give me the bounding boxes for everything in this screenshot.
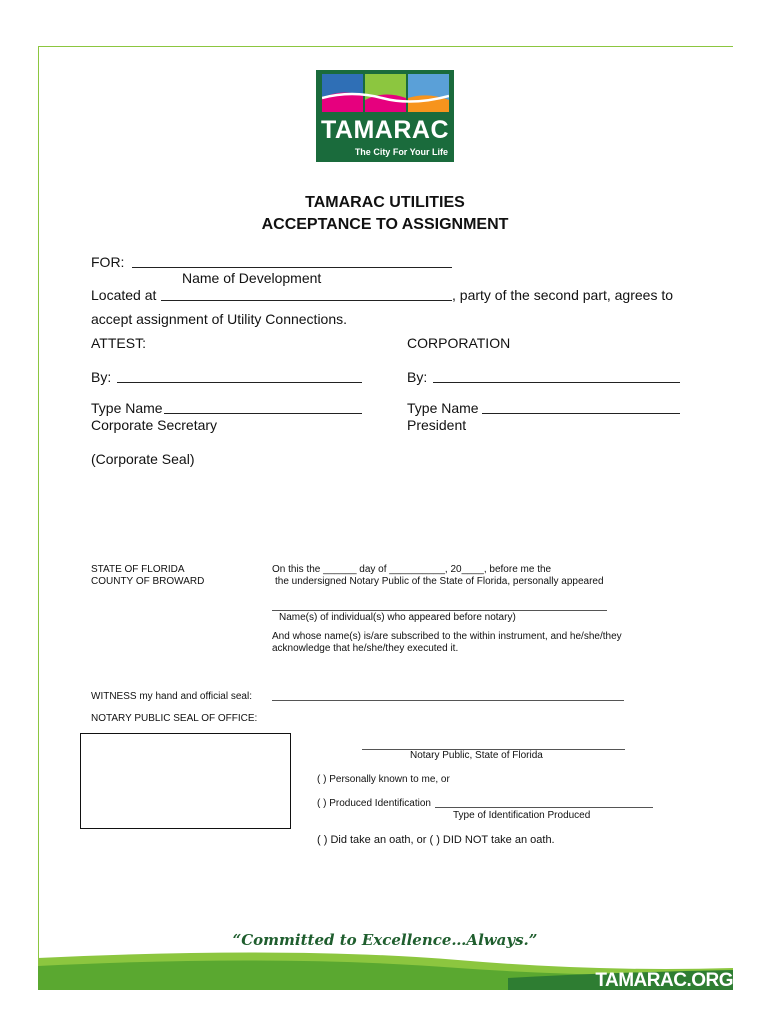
state-label: STATE OF FLORIDA: [91, 564, 185, 575]
and-whose-text: And whose name(s) is/are subscribed to the within instrument, and he/she/they: [272, 631, 622, 642]
corporation-label: CORPORATION: [407, 335, 511, 351]
logo-tagline: The City For Your Life: [354, 147, 448, 157]
personally-known-option[interactable]: ( ) Personally known to me, or: [317, 774, 450, 785]
footer-url[interactable]: TAMARAC.ORG: [595, 970, 733, 991]
title-line1: TAMARAC UTILITIES: [305, 194, 465, 211]
attest-label: ATTEST:: [91, 335, 146, 351]
located-label: Located at: [91, 287, 157, 303]
corporation-signature-field[interactable]: [433, 382, 680, 383]
undersigned-text: the undersigned Notary Public of the State of Florida, personally appeared: [275, 576, 604, 587]
located-suffix: , party of the second part, agrees to: [452, 287, 674, 303]
tamarac-logo: [316, 70, 454, 162]
footer-motto: “Committed to Excellence…Always.”: [232, 931, 538, 949]
on-this-text: On this the ______ day of __________, 20____, before me the: [272, 564, 552, 575]
document-page: [38, 46, 733, 990]
for-label: FOR:: [91, 254, 125, 270]
oath-option[interactable]: ( ) Did take an oath, or ( ) DID NOT take an oath.: [317, 834, 555, 846]
produced-id-option[interactable]: ( ) Produced Identification: [317, 798, 431, 809]
corporate-seal-label: (Corporate Seal): [91, 451, 195, 467]
location-field[interactable]: [161, 300, 452, 301]
by-right-label: By:: [407, 369, 428, 385]
president-label: President: [407, 417, 467, 433]
acknowledge-text: acknowledge that he/she/they executed it.: [272, 643, 459, 654]
by-left-label: By:: [91, 369, 112, 385]
witness-signature-field[interactable]: [272, 700, 624, 701]
identification-type-field[interactable]: [435, 807, 653, 808]
witness-label: WITNESS my hand and official seal:: [91, 691, 252, 702]
accept-text: accept assignment of Utility Connections.: [91, 311, 348, 327]
title-line2: ACCEPTANCE TO ASSIGNMENT: [261, 216, 509, 233]
type-name-right-label: Type Name: [407, 400, 479, 416]
logo-wordmark: TAMARAC: [320, 116, 449, 144]
appeared-names-field[interactable]: [272, 610, 607, 611]
county-label: COUNTY OF BROWARD: [91, 576, 205, 587]
names-caption: Name(s) of individual(s) who appeared before notary): [279, 612, 516, 623]
attest-signature-field[interactable]: [117, 382, 362, 383]
development-name-field[interactable]: [132, 267, 452, 268]
president-name-field[interactable]: [482, 413, 680, 414]
type-name-left-label: Type Name: [91, 400, 163, 416]
secretary-name-field[interactable]: [164, 413, 362, 414]
development-caption: Name of Development: [182, 270, 322, 286]
logo-wave-icon: [322, 88, 449, 112]
notary-public-caption: Notary Public, State of Florida: [410, 750, 543, 761]
seal-of-office-label: NOTARY PUBLIC SEAL OF OFFICE:: [91, 713, 258, 724]
notary-seal-box: [80, 733, 291, 829]
type-id-caption: Type of Identification Produced: [453, 810, 591, 821]
corporate-secretary-label: Corporate Secretary: [91, 417, 218, 433]
